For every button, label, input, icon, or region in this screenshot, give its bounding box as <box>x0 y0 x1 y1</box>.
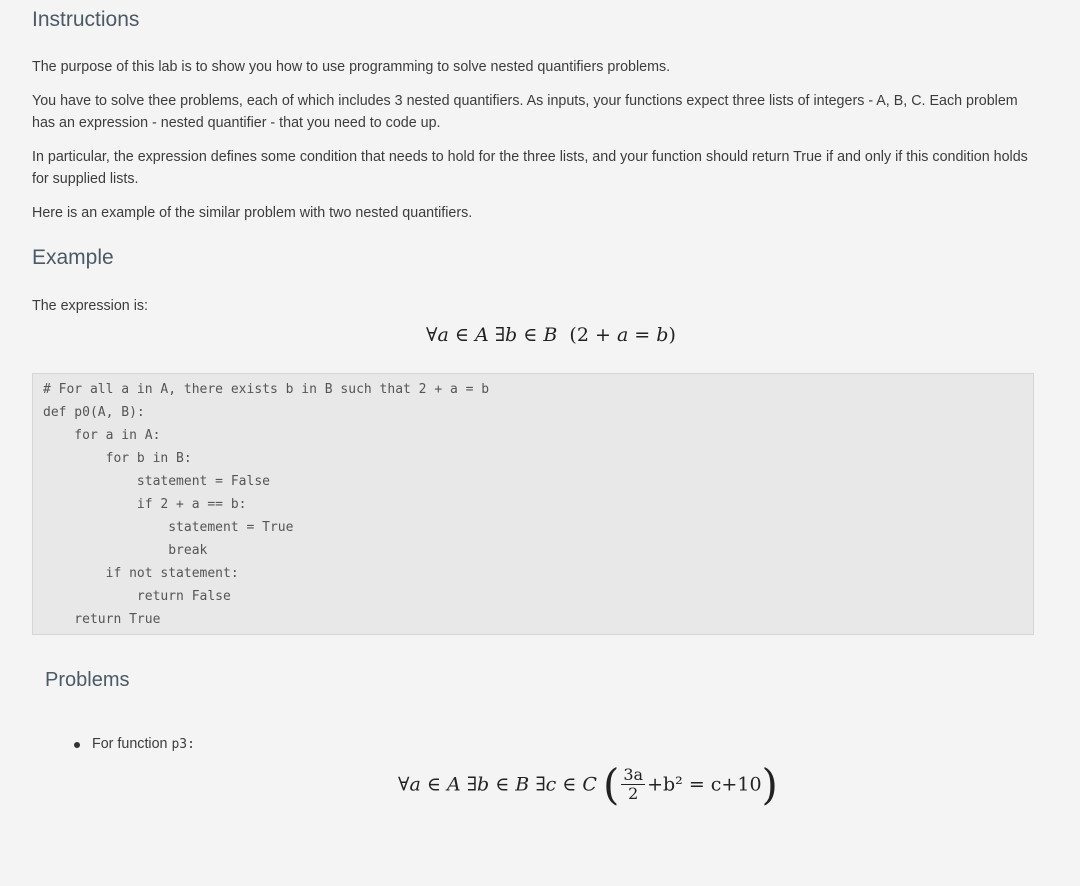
fraction-numerator: 3a <box>623 765 644 784</box>
code-line-8: break <box>43 543 208 558</box>
code-line-6: if 2 + a == b: <box>43 497 247 512</box>
close-paren: ) <box>668 324 676 346</box>
var-b: b <box>656 324 669 346</box>
code-line-10: return False <box>43 589 231 604</box>
example-expression <box>426 324 676 346</box>
left-paren-icon: ( <box>602 760 620 809</box>
in-symbol: ∈ <box>448 324 475 346</box>
problem-item-label: For function <box>92 736 172 752</box>
problems-heading: Problems <box>45 669 130 691</box>
code-line-9: if not statement: <box>43 566 239 581</box>
fraction <box>621 766 645 803</box>
code-line-7: statement = True <box>43 520 294 535</box>
open-paren: (2 + <box>557 324 617 346</box>
code-line-2: def p0(A, B): <box>43 405 145 420</box>
var-a: a <box>437 324 449 346</box>
code-line-1: # For all a in A, there exists b in B such that 2 + a = b <box>43 382 490 397</box>
example-intro: The expression is: <box>32 298 149 314</box>
equals-symbol: = <box>628 324 657 346</box>
example-heading: Example <box>32 246 114 269</box>
instructions-paragraph-4: Here is an example of the similar problem with two nested quantifiers. <box>32 205 473 221</box>
right-paren-icon: ) <box>761 760 778 809</box>
code-block[interactable] <box>32 373 1034 635</box>
var-b: b <box>505 324 518 346</box>
instructions-paragraph-3: In particular, the expression defines some condition that needs to hold for the three lists, and your function should return True if and only if this condition holds for supplied lists. <box>32 149 1028 187</box>
exists-symbol: ∃ <box>488 324 506 346</box>
in-symbol: ∈ <box>517 324 544 346</box>
problem-expression-rest: +b² = c+10 <box>647 773 762 796</box>
fraction-denominator: 2 <box>628 784 639 803</box>
instructions-paragraph-1: The purpose of this lab is to show you how to use programming to solve nested quantifiers problems. <box>32 59 671 75</box>
instructions-paragraph-2: You have to solve thee problems, each of which includes 3 nested quantifiers. As inputs, your functions expect three lists of integers - A, B, C. Each problem has an expression - nested quantifier - that you need to code up. <box>32 93 1018 131</box>
problem-function-name: p3: <box>171 737 195 752</box>
instructions-heading: Instructions <box>32 8 140 31</box>
forall-symbol: ∀ <box>426 324 438 346</box>
problem-quantifiers: ∀a ∈ A ∃b ∈ B ∃c ∈ C <box>398 773 603 796</box>
set-b: B <box>543 324 558 346</box>
problem-expression <box>398 760 778 809</box>
code-line-11: return True <box>43 612 161 627</box>
code-line-5: statement = False <box>43 474 270 489</box>
var-a: a <box>616 324 629 346</box>
code-line-4: for b in B: <box>43 451 192 466</box>
problem-item <box>92 733 492 756</box>
set-a: A <box>474 324 489 346</box>
code-line-3: for a in A: <box>43 428 161 443</box>
bullet-icon <box>74 742 80 748</box>
